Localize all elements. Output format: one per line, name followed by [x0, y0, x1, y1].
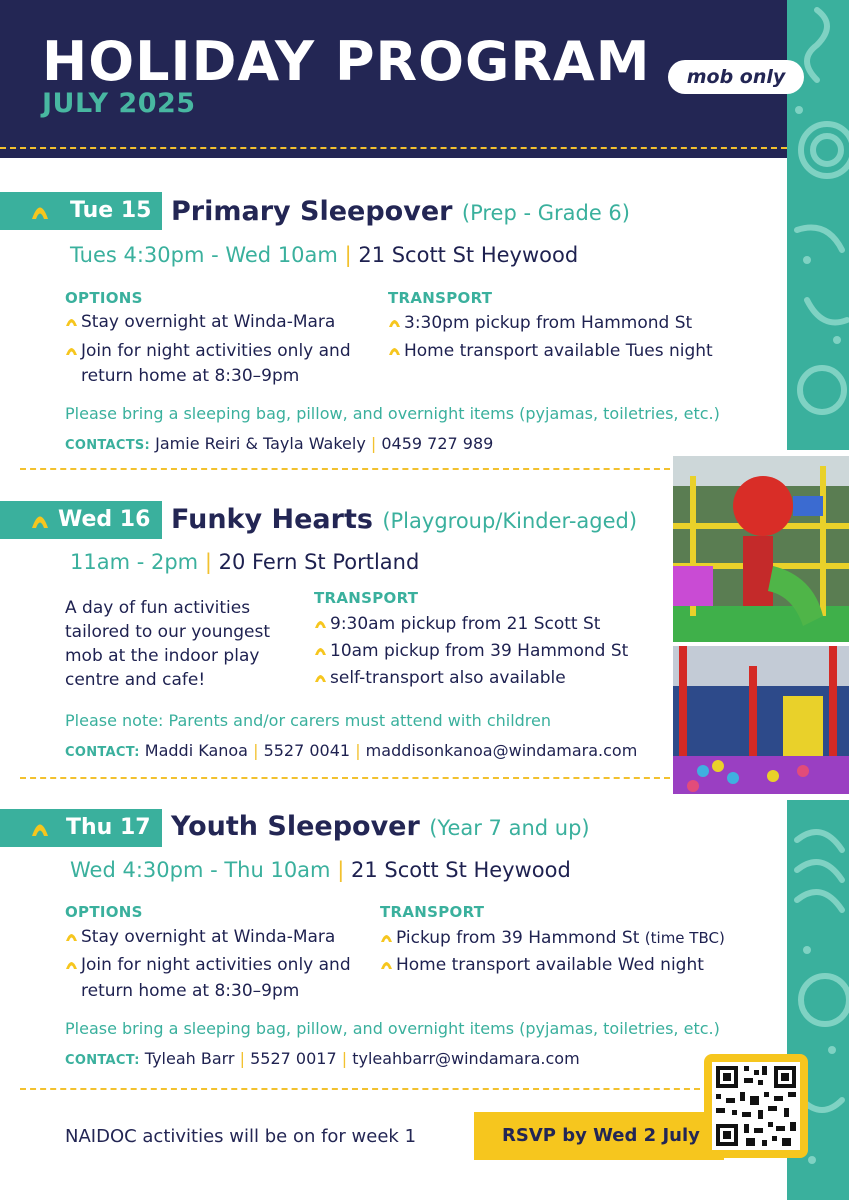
contact-email[interactable]: maddisonkanoa@windamara.com	[365, 741, 638, 760]
header-divider	[0, 147, 787, 149]
list-item: Home transport available Wed night	[380, 953, 704, 978]
contact-email[interactable]: tyleahbarr@windamara.com	[352, 1049, 580, 1068]
section-divider	[20, 468, 670, 470]
event-time-location	[70, 858, 571, 882]
contact-label: CONTACT:	[65, 745, 140, 760]
chevron-icon	[388, 345, 401, 355]
event-contact: CONTACT: Tyleah Barr | 5527 0017 | tyleahbarr@windamara.com	[65, 1049, 580, 1068]
day-label: Wed 16	[58, 507, 151, 532]
separator: |	[344, 243, 352, 267]
event-time-location	[70, 243, 578, 267]
list-item: 9:30am pickup from 21 Scott St	[314, 612, 600, 637]
event-title	[171, 504, 637, 535]
separator: |	[204, 550, 212, 574]
event-note: Please bring a sleeping bag, pillow, and overnight items (pyjamas, toiletries, etc.)	[65, 404, 720, 423]
boomerang-icon	[30, 202, 50, 220]
play-centre-photo-top	[673, 456, 849, 642]
chevron-icon	[380, 932, 393, 942]
chevron-icon	[380, 959, 393, 969]
contact-name: Maddi Kanoa	[144, 741, 248, 760]
list-item: Stay overnight at Winda-Mara	[65, 310, 335, 335]
chevron-icon	[314, 672, 327, 682]
event-note: Please bring a sleeping bag, pillow, and overnight items (pyjamas, toiletries, etc.)	[65, 1019, 720, 1038]
event-name: Youth Sleepover	[171, 811, 420, 842]
event-contact: CONTACTS: Jamie Reiri & Tayla Wakely | 0459 727 989	[65, 434, 494, 453]
transport-heading: TRANSPORT	[388, 289, 493, 307]
contact-phone: 5527 0017	[250, 1049, 337, 1068]
day-tab-tue	[0, 192, 162, 230]
list-item: Pickup from 39 Hammond St (time TBC)	[380, 926, 725, 951]
separator: |	[337, 858, 345, 882]
contact-name: Tyleah Barr	[144, 1049, 235, 1068]
event-note: Please note: Parents and/or carers must attend with children	[65, 711, 552, 730]
list-item: Stay overnight at Winda-Mara	[65, 925, 335, 950]
options-heading: OPTIONS	[65, 289, 143, 307]
event-age-group: (Prep - Grade 6)	[461, 201, 630, 225]
contact-name: Jamie Reiri & Tayla Wakely	[155, 434, 366, 453]
day-tab-wed	[0, 501, 162, 539]
contact-phone: 0459 727 989	[381, 434, 494, 453]
chevron-icon	[65, 931, 78, 941]
naidoc-note: NAIDOC activities will be on for week 1	[65, 1126, 417, 1147]
qr-code-icon	[712, 1062, 800, 1150]
chevron-icon	[65, 959, 78, 969]
chevron-icon	[65, 316, 78, 326]
list-item-continued: return home at 8:30–9pm	[81, 366, 300, 386]
chevron-icon	[314, 645, 327, 655]
event-name: Funky Hearts	[171, 504, 373, 535]
rsvp-banner: RSVP by Wed 2 July	[474, 1112, 724, 1160]
day-label: Thu 17	[66, 815, 151, 840]
contact-phone: 5527 0041	[263, 741, 351, 760]
section-divider	[20, 777, 670, 779]
list-item: 3:30pm pickup from Hammond St	[388, 311, 692, 336]
list-item-continued: return home at 8:30–9pm	[81, 981, 300, 1001]
event-title	[171, 811, 590, 842]
boomerang-icon	[30, 511, 50, 529]
play-centre-photo-bottom	[673, 646, 849, 794]
chevron-icon	[388, 317, 401, 327]
event-location: 21 Scott St Heywood	[350, 858, 571, 882]
day-label: Tue 15	[70, 198, 152, 223]
page-title: HOLIDAY PROGRAM	[42, 30, 651, 93]
event-age-group: (Year 7 and up)	[429, 816, 590, 840]
event-title	[171, 196, 630, 227]
options-heading: OPTIONS	[65, 903, 143, 921]
transport-heading: TRANSPORT	[380, 903, 485, 921]
page-subtitle: JULY 2025	[42, 88, 196, 119]
chevron-icon	[65, 345, 78, 355]
event-time: 11am - 2pm	[70, 550, 199, 574]
contact-label: CONTACTS:	[65, 438, 151, 453]
qr-code[interactable]	[704, 1054, 808, 1158]
list-item: Join for night activities only and	[65, 339, 351, 364]
chevron-icon	[314, 618, 327, 628]
contact-label: CONTACT:	[65, 1053, 140, 1068]
event-contact: CONTACT: Maddi Kanoa | 5527 0041 | maddisonkanoa@windamara.com	[65, 741, 638, 760]
section-divider	[20, 1088, 700, 1090]
list-item: self-transport also available	[314, 666, 566, 691]
time-tbc: (time TBC)	[644, 929, 725, 947]
list-item: 10am pickup from 39 Hammond St	[314, 639, 628, 664]
event-time: Wed 4:30pm - Thu 10am	[70, 858, 331, 882]
event-time: Tues 4:30pm - Wed 10am	[70, 243, 338, 267]
mob-only-badge: mob only	[668, 60, 804, 94]
event-time-location	[70, 550, 419, 574]
list-item: Home transport available Tues night	[388, 339, 713, 364]
boomerang-icon	[30, 819, 50, 837]
event-description: A day of fun activities tailored to our youngest mob at the indoor play centre and cafe!	[65, 598, 271, 690]
transport-heading: TRANSPORT	[314, 589, 419, 607]
event-age-group: (Playgroup/Kinder-aged)	[382, 509, 638, 533]
event-name: Primary Sleepover	[171, 196, 453, 227]
event-location: 20 Fern St Portland	[218, 550, 420, 574]
list-item: Join for night activities only and	[65, 953, 351, 978]
day-tab-thu	[0, 809, 162, 847]
event-location: 21 Scott St Heywood	[358, 243, 579, 267]
